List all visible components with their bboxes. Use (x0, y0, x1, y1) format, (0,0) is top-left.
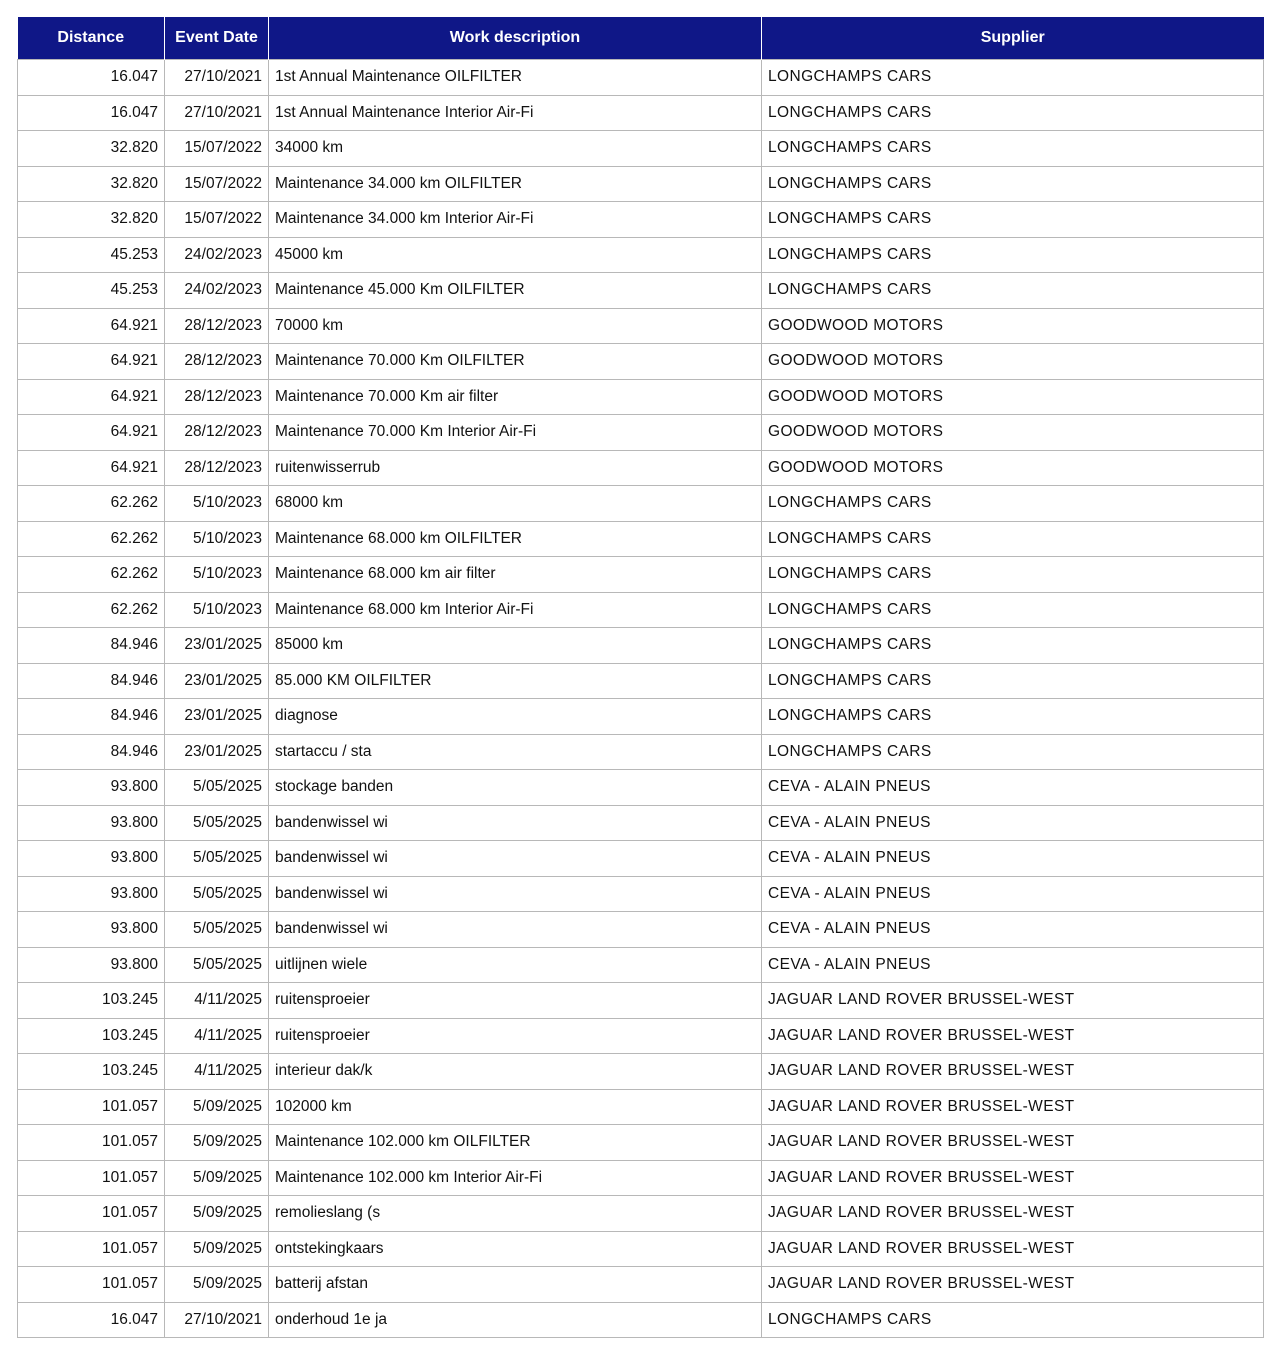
cell-distance: 101.057 (18, 1089, 165, 1125)
table-row (18, 912, 1264, 948)
cell-distance: 103.245 (18, 1054, 165, 1090)
cell-event-date: 28/12/2023 (165, 379, 269, 415)
cell-distance: 32.820 (18, 202, 165, 238)
table-row (18, 166, 1264, 202)
cell-event-date: 24/02/2023 (165, 237, 269, 273)
cell-supplier: LONGCHAMPS CARS (762, 166, 1264, 202)
table-row (18, 770, 1264, 806)
cell-work-description: bandenwissel wi (269, 841, 762, 877)
cell-event-date: 4/11/2025 (165, 1054, 269, 1090)
maintenance-history-table (17, 17, 1264, 1338)
cell-supplier: LONGCHAMPS CARS (762, 557, 1264, 593)
cell-work-description: ruitensproeier (269, 1018, 762, 1054)
table-row (18, 1125, 1264, 1161)
cell-event-date: 24/02/2023 (165, 273, 269, 309)
cell-distance: 84.946 (18, 628, 165, 664)
table-row (18, 131, 1264, 167)
cell-work-description: 85000 km (269, 628, 762, 664)
cell-supplier: LONGCHAMPS CARS (762, 273, 1264, 309)
table-body (18, 60, 1264, 1338)
cell-supplier: GOODWOOD MOTORS (762, 415, 1264, 451)
cell-supplier: CEVA - ALAIN PNEUS (762, 770, 1264, 806)
cell-distance: 45.253 (18, 273, 165, 309)
cell-supplier: LONGCHAMPS CARS (762, 131, 1264, 167)
cell-work-description: ruitenwisserrub (269, 450, 762, 486)
cell-distance: 45.253 (18, 237, 165, 273)
column-header-event-date: Event Date (165, 17, 269, 60)
cell-supplier: JAGUAR LAND ROVER BRUSSEL-WEST (762, 1231, 1264, 1267)
cell-distance: 101.057 (18, 1125, 165, 1161)
table-row (18, 628, 1264, 664)
cell-work-description: Maintenance 34.000 km Interior Air-Fi (269, 202, 762, 238)
table-row (18, 521, 1264, 557)
cell-supplier: LONGCHAMPS CARS (762, 1302, 1264, 1338)
table-row (18, 95, 1264, 131)
table-row (18, 699, 1264, 735)
cell-supplier: GOODWOOD MOTORS (762, 450, 1264, 486)
cell-distance: 84.946 (18, 734, 165, 770)
cell-work-description: 85.000 KM OILFILTER (269, 663, 762, 699)
cell-work-description: 1st Annual Maintenance Interior Air-Fi (269, 95, 762, 131)
table-row (18, 841, 1264, 877)
cell-work-description: bandenwissel wi (269, 876, 762, 912)
cell-distance: 62.262 (18, 592, 165, 628)
cell-supplier: LONGCHAMPS CARS (762, 95, 1264, 131)
table-row (18, 415, 1264, 451)
table-row (18, 379, 1264, 415)
cell-event-date: 27/10/2021 (165, 60, 269, 96)
cell-supplier: LONGCHAMPS CARS (762, 592, 1264, 628)
table-row (18, 983, 1264, 1019)
cell-work-description: ontstekingkaars (269, 1231, 762, 1267)
cell-distance: 101.057 (18, 1267, 165, 1303)
table-row (18, 60, 1264, 96)
table-row (18, 592, 1264, 628)
cell-supplier: GOODWOOD MOTORS (762, 308, 1264, 344)
cell-supplier: JAGUAR LAND ROVER BRUSSEL-WEST (762, 1196, 1264, 1232)
cell-work-description: batterij afstan (269, 1267, 762, 1303)
cell-event-date: 5/05/2025 (165, 876, 269, 912)
cell-distance: 93.800 (18, 947, 165, 983)
cell-work-description: startaccu / sta (269, 734, 762, 770)
cell-distance: 64.921 (18, 450, 165, 486)
cell-supplier: LONGCHAMPS CARS (762, 202, 1264, 238)
cell-distance: 101.057 (18, 1231, 165, 1267)
column-header-work-description: Work description (269, 17, 762, 60)
table-header-row (18, 17, 1264, 60)
table-row (18, 486, 1264, 522)
table-row (18, 1231, 1264, 1267)
table-row (18, 557, 1264, 593)
cell-event-date: 5/10/2023 (165, 521, 269, 557)
cell-event-date: 27/10/2021 (165, 1302, 269, 1338)
table-row (18, 308, 1264, 344)
cell-work-description: 45000 km (269, 237, 762, 273)
cell-event-date: 23/01/2025 (165, 628, 269, 664)
cell-event-date: 28/12/2023 (165, 415, 269, 451)
cell-work-description: remolieslang (s (269, 1196, 762, 1232)
cell-event-date: 4/11/2025 (165, 983, 269, 1019)
cell-supplier: LONGCHAMPS CARS (762, 628, 1264, 664)
cell-supplier: CEVA - ALAIN PNEUS (762, 805, 1264, 841)
cell-supplier: JAGUAR LAND ROVER BRUSSEL-WEST (762, 1054, 1264, 1090)
cell-distance: 32.820 (18, 131, 165, 167)
cell-supplier: JAGUAR LAND ROVER BRUSSEL-WEST (762, 1267, 1264, 1303)
cell-event-date: 4/11/2025 (165, 1018, 269, 1054)
cell-supplier: CEVA - ALAIN PNEUS (762, 841, 1264, 877)
cell-event-date: 5/10/2023 (165, 486, 269, 522)
cell-supplier: JAGUAR LAND ROVER BRUSSEL-WEST (762, 1160, 1264, 1196)
table-row (18, 1302, 1264, 1338)
cell-supplier: CEVA - ALAIN PNEUS (762, 912, 1264, 948)
cell-work-description: Maintenance 70.000 Km OILFILTER (269, 344, 762, 380)
cell-supplier: LONGCHAMPS CARS (762, 486, 1264, 522)
cell-distance: 16.047 (18, 60, 165, 96)
cell-supplier: JAGUAR LAND ROVER BRUSSEL-WEST (762, 983, 1264, 1019)
cell-event-date: 23/01/2025 (165, 663, 269, 699)
table-row (18, 876, 1264, 912)
cell-supplier: LONGCHAMPS CARS (762, 237, 1264, 273)
cell-work-description: uitlijnen wiele (269, 947, 762, 983)
cell-distance: 93.800 (18, 770, 165, 806)
cell-event-date: 5/10/2023 (165, 557, 269, 593)
cell-work-description: bandenwissel wi (269, 912, 762, 948)
cell-distance: 93.800 (18, 876, 165, 912)
cell-work-description: 1st Annual Maintenance OILFILTER (269, 60, 762, 96)
cell-work-description: Maintenance 68.000 km OILFILTER (269, 521, 762, 557)
cell-supplier: LONGCHAMPS CARS (762, 663, 1264, 699)
cell-event-date: 5/09/2025 (165, 1089, 269, 1125)
table-header (18, 17, 1264, 60)
table-row (18, 1196, 1264, 1232)
cell-event-date: 27/10/2021 (165, 95, 269, 131)
cell-event-date: 28/12/2023 (165, 308, 269, 344)
cell-work-description: Maintenance 68.000 km air filter (269, 557, 762, 593)
cell-event-date: 5/05/2025 (165, 805, 269, 841)
cell-distance: 64.921 (18, 415, 165, 451)
column-header-distance: Distance (18, 17, 165, 60)
cell-distance: 64.921 (18, 308, 165, 344)
cell-distance: 32.820 (18, 166, 165, 202)
cell-event-date: 5/05/2025 (165, 947, 269, 983)
cell-work-description: Maintenance 102.000 km Interior Air-Fi (269, 1160, 762, 1196)
cell-work-description: 34000 km (269, 131, 762, 167)
table-row (18, 450, 1264, 486)
cell-work-description: Maintenance 45.000 Km OILFILTER (269, 273, 762, 309)
cell-distance: 93.800 (18, 912, 165, 948)
cell-distance: 101.057 (18, 1160, 165, 1196)
table-row (18, 344, 1264, 380)
cell-supplier: JAGUAR LAND ROVER BRUSSEL-WEST (762, 1125, 1264, 1161)
table-row (18, 202, 1264, 238)
cell-work-description: Maintenance 102.000 km OILFILTER (269, 1125, 762, 1161)
cell-supplier: LONGCHAMPS CARS (762, 60, 1264, 96)
cell-event-date: 5/09/2025 (165, 1267, 269, 1303)
cell-event-date: 23/01/2025 (165, 734, 269, 770)
cell-distance: 84.946 (18, 663, 165, 699)
cell-supplier: LONGCHAMPS CARS (762, 521, 1264, 557)
cell-event-date: 28/12/2023 (165, 450, 269, 486)
cell-supplier: JAGUAR LAND ROVER BRUSSEL-WEST (762, 1018, 1264, 1054)
cell-work-description: diagnose (269, 699, 762, 735)
table-row (18, 237, 1264, 273)
table-row (18, 1089, 1264, 1125)
table-row (18, 1160, 1264, 1196)
cell-distance: 93.800 (18, 805, 165, 841)
cell-distance: 62.262 (18, 521, 165, 557)
cell-work-description: 70000 km (269, 308, 762, 344)
cell-supplier: GOODWOOD MOTORS (762, 344, 1264, 380)
cell-event-date: 5/10/2023 (165, 592, 269, 628)
cell-work-description: ruitensproeier (269, 983, 762, 1019)
cell-work-description: stockage banden (269, 770, 762, 806)
cell-event-date: 5/09/2025 (165, 1196, 269, 1232)
cell-work-description: Maintenance 34.000 km OILFILTER (269, 166, 762, 202)
cell-event-date: 15/07/2022 (165, 202, 269, 238)
table-row (18, 273, 1264, 309)
cell-work-description: Maintenance 70.000 Km air filter (269, 379, 762, 415)
cell-distance: 62.262 (18, 557, 165, 593)
cell-event-date: 5/05/2025 (165, 770, 269, 806)
table-row (18, 947, 1264, 983)
cell-event-date: 15/07/2022 (165, 131, 269, 167)
table-row (18, 1267, 1264, 1303)
cell-distance: 103.245 (18, 983, 165, 1019)
cell-distance: 64.921 (18, 344, 165, 380)
cell-distance: 64.921 (18, 379, 165, 415)
cell-work-description: Maintenance 70.000 Km Interior Air-Fi (269, 415, 762, 451)
cell-distance: 84.946 (18, 699, 165, 735)
cell-work-description: 102000 km (269, 1089, 762, 1125)
cell-event-date: 28/12/2023 (165, 344, 269, 380)
maintenance-history-table-wrapper (17, 17, 1263, 1338)
cell-event-date: 5/05/2025 (165, 912, 269, 948)
cell-distance: 93.800 (18, 841, 165, 877)
cell-distance: 101.057 (18, 1196, 165, 1232)
table-row (18, 663, 1264, 699)
cell-work-description: 68000 km (269, 486, 762, 522)
cell-work-description: interieur dak/k (269, 1054, 762, 1090)
table-row (18, 805, 1264, 841)
cell-distance: 16.047 (18, 95, 165, 131)
table-row (18, 734, 1264, 770)
cell-supplier: JAGUAR LAND ROVER BRUSSEL-WEST (762, 1089, 1264, 1125)
cell-supplier: LONGCHAMPS CARS (762, 734, 1264, 770)
cell-work-description: bandenwissel wi (269, 805, 762, 841)
cell-work-description: Maintenance 68.000 km Interior Air-Fi (269, 592, 762, 628)
cell-work-description: onderhoud 1e ja (269, 1302, 762, 1338)
cell-event-date: 5/09/2025 (165, 1231, 269, 1267)
cell-distance: 103.245 (18, 1018, 165, 1054)
cell-event-date: 5/09/2025 (165, 1125, 269, 1161)
cell-event-date: 5/05/2025 (165, 841, 269, 877)
cell-event-date: 23/01/2025 (165, 699, 269, 735)
cell-event-date: 5/09/2025 (165, 1160, 269, 1196)
table-row (18, 1018, 1264, 1054)
cell-supplier: CEVA - ALAIN PNEUS (762, 876, 1264, 912)
cell-supplier: CEVA - ALAIN PNEUS (762, 947, 1264, 983)
table-row (18, 1054, 1264, 1090)
cell-distance: 62.262 (18, 486, 165, 522)
cell-supplier: GOODWOOD MOTORS (762, 379, 1264, 415)
cell-event-date: 15/07/2022 (165, 166, 269, 202)
cell-distance: 16.047 (18, 1302, 165, 1338)
column-header-supplier: Supplier (762, 17, 1264, 60)
cell-supplier: LONGCHAMPS CARS (762, 699, 1264, 735)
